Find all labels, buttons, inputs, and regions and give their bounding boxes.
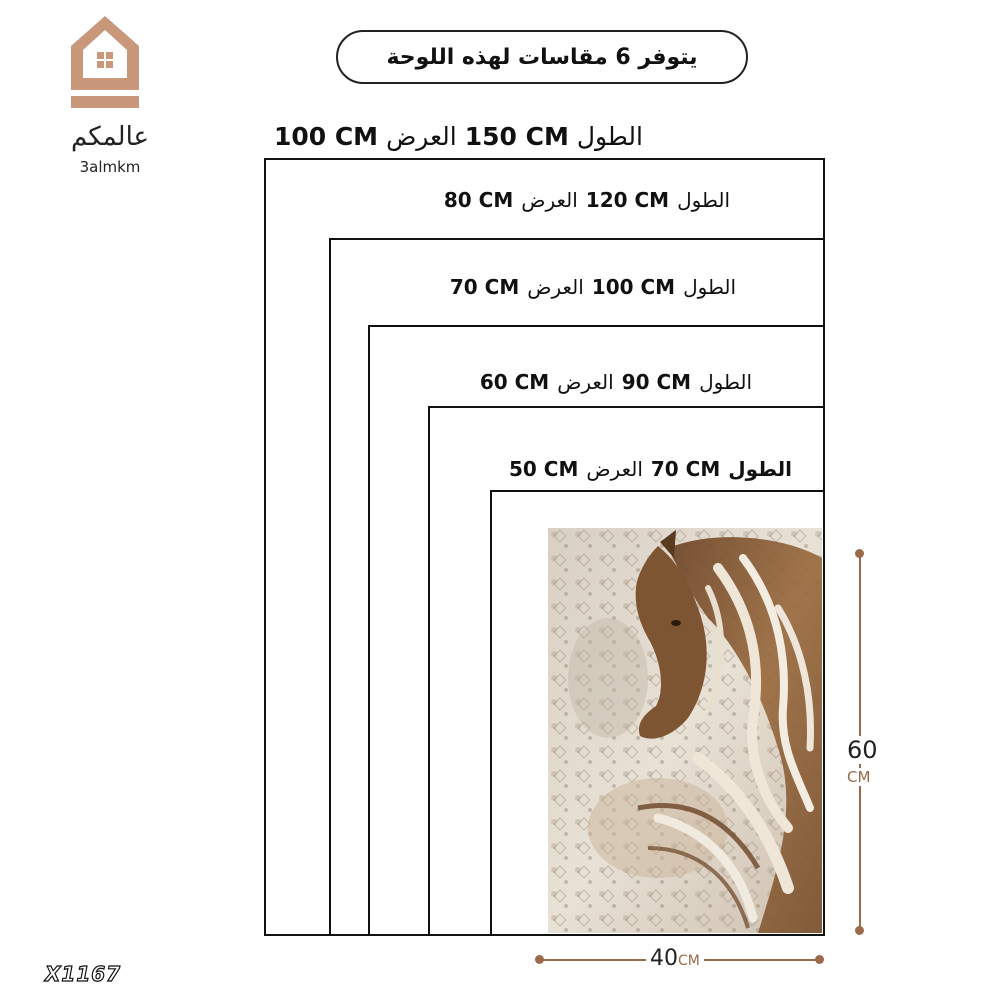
size-label-70x50 xyxy=(509,457,792,481)
width-unit: CM xyxy=(678,953,700,969)
length-value: 120 CM xyxy=(585,188,670,212)
width-word: العرض xyxy=(557,370,614,394)
width-label xyxy=(646,946,704,971)
length-value: 70 CM xyxy=(650,457,721,481)
brand-name-latin: 3almkm xyxy=(79,158,141,176)
size-label-90x60 xyxy=(480,370,752,394)
width-value: 60 CM xyxy=(479,370,550,394)
size-label-100x70 xyxy=(450,275,736,299)
dimension-endpoint xyxy=(815,955,824,964)
width-word: العرض xyxy=(527,275,584,299)
length-word: الطول xyxy=(683,275,736,299)
size-label-150x100 xyxy=(274,122,643,151)
length-word: الطول xyxy=(699,370,752,394)
height-unit: CM xyxy=(847,768,871,786)
length-word: الطول xyxy=(576,122,643,151)
horse-artwork-image xyxy=(548,528,822,933)
brand-name-arabic: عالمكم xyxy=(70,122,150,152)
sizes-headline: يتوفر 6 مقاسات لهذه اللوحة xyxy=(336,30,748,84)
width-word: العرض xyxy=(521,188,578,212)
length-word: الطول xyxy=(677,188,730,212)
dimension-endpoint xyxy=(855,926,864,935)
size-label-120x80 xyxy=(444,188,730,212)
width-value: 100 CM xyxy=(273,122,379,151)
length-value: 90 CM xyxy=(621,370,692,394)
brand-logo xyxy=(55,12,165,176)
width-value: 50 CM xyxy=(508,457,579,481)
length-value: 100 CM xyxy=(591,275,676,299)
width-word: العرض xyxy=(386,122,457,151)
width-value: 40 xyxy=(650,946,678,971)
length-word: الطول xyxy=(728,457,792,481)
width-value: 70 CM xyxy=(449,275,520,299)
height-value: 60 xyxy=(847,736,878,764)
width-word: العرض xyxy=(586,457,643,481)
length-value: 150 CM xyxy=(464,122,569,151)
house-logo-icon xyxy=(67,12,143,110)
product-code: X1167 xyxy=(45,962,122,986)
width-value: 80 CM xyxy=(443,188,514,212)
